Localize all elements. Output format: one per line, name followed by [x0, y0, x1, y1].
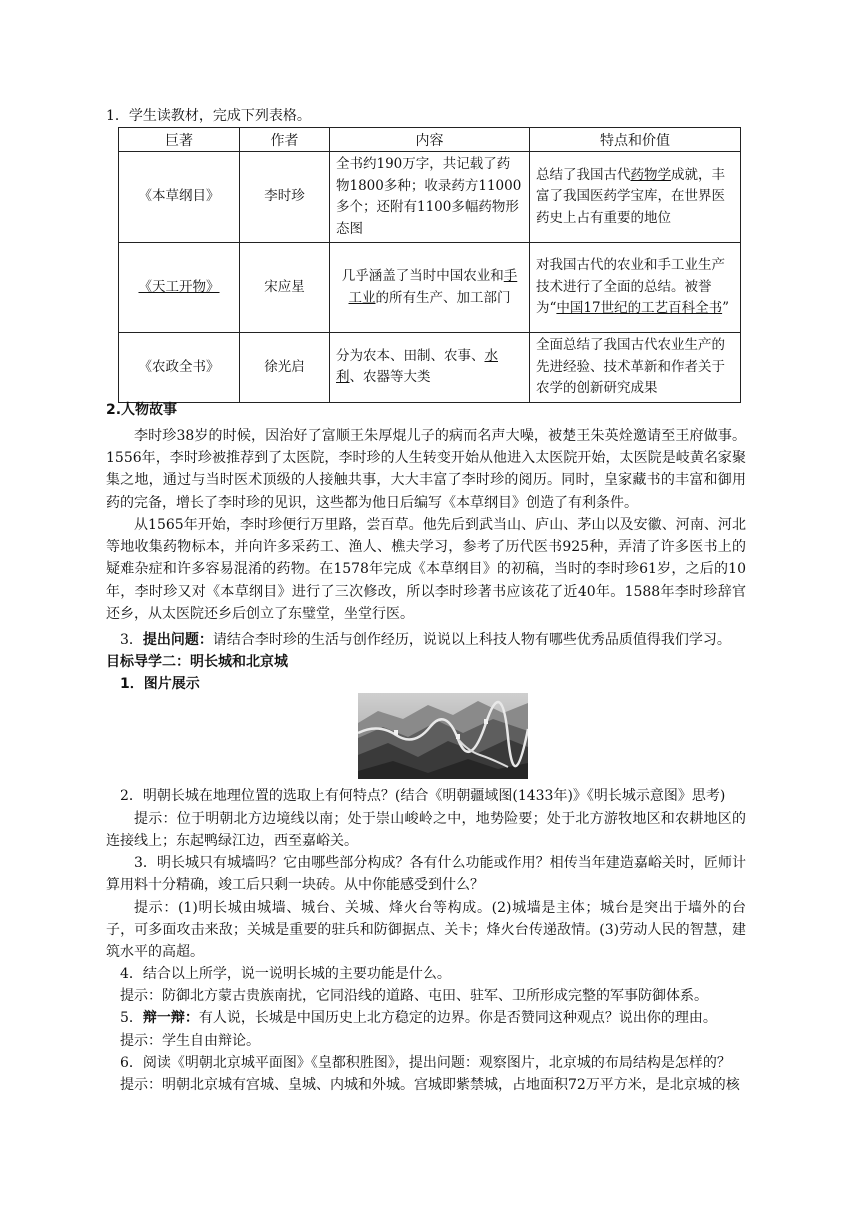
header-author: 作者 [240, 128, 330, 152]
question-2: 2．明朝长城在地理位置的选取上有何特点？(结合《明朝疆域图(1433年)》《明长城示意图》思考) [120, 788, 726, 804]
underlined-answer: 水利 [336, 347, 498, 386]
section-1-title: 1．学生读教材，完成下列表格。 [106, 108, 311, 124]
cell-book: 《本草纲目》 [119, 152, 240, 243]
cell-content: 几乎涵盖了当时中国农业和手工业的所有生产、加工部门 [330, 243, 530, 333]
table-header-row [119, 128, 741, 152]
answer-3: 提示：(1)明长城由城墙、城台、关城、烽火台等构成。(2)城墙是主体；城台是突出于墙外的台子，可多面攻击来敌；关城是重要的驻兵和防御据点、关卡；烽火台传递敌情。(3)劳动人民的智慧，建筑水平的高超。 [106, 900, 746, 961]
cell-content: 分为农本、田制、农事、水利、农器等大类 [330, 333, 530, 403]
underlined-answer: 中国17世纪的工艺百科全书 [556, 300, 723, 317]
answer-2: 提示：位于明朝北方边境线以南；处于崇山峻岭之中，地势险要；处于北方游牧地区和农耕地区的连接线上；东起鸭绿江边，西至嘉峪关。 [106, 811, 746, 850]
header-content: 内容 [330, 128, 530, 152]
header-book: 巨著 [119, 128, 240, 152]
section-2-title: 2.人物故事 [106, 402, 178, 418]
underlined-answer: 《天工开物》 [138, 278, 220, 295]
story-paragraph-2: 从1565年开始，李时珍便行万里路，尝百草。他先后到武当山、庐山、茅山以及安徽、河南、河北等地收集药物标本，并向许多采药工、渔人、樵夫学习，参考了历代医书925种，弄清了许多医书上的疑难杂症和许多容易混淆的药物。在1578年完成《本草纲目》的初稿，当时的李时珍61岁，之后的10年，李时珍又对《本草纲目》进行了三次修改，所以李时珍著书应该花了近40年。1588年李时珍辞官还乡，从太医院还乡后创立了东璧堂，坐堂行医。 [106, 517, 746, 622]
cell-value: 总结了我国古代药物学成就，丰富了我国医药学宝库，在世界医药史上占有重要的地位 [530, 152, 741, 243]
answer-6: 提示：明朝北京城有宫城、皇城、内城和外城。宫城即紫禁城，占地面积72万平方米，是北京城的核 [120, 1077, 740, 1093]
answer-4: 提示：防御北方蒙古贵族南扰，它同沿线的道路、屯田、驻军、卫所形成完整的军事防御体系。 [120, 988, 708, 1004]
question-lead: 提出问题： [142, 632, 213, 648]
underlined-answer: 手工业 [348, 268, 518, 306]
question-6: 6．阅读《明朝北京城平面图》《皇都积胜图》，提出问题：观察图片，北京城的布局结构是怎样的？ [120, 1055, 731, 1071]
question-4: 4．结合以上所学，说一说明长城的主要功能是什么。 [120, 966, 451, 982]
header-value: 特点和价值 [530, 128, 741, 152]
pictures-title: 1．图片展示 [120, 676, 200, 692]
cell-content: 全书约190万字，共记载了药物1800多种；收录药方11000多个；还附有1100多幅药物形态图 [330, 152, 530, 243]
table-row [119, 333, 741, 403]
cell-value: 全面总结了我国古代农业生产的先进经验、技术革新和作者关于农学的创新研究成果 [530, 333, 741, 403]
cell-author: 宋应星 [240, 243, 330, 333]
question-5: 5．辩一辩：有人说，长城是中国历史上北方稳定的边界。你是否赞同这种观点？说出你的理由。 [120, 1010, 717, 1026]
section-3-question: 3．提出问题：请结合李时珍的生活与创作经历，说说以上科技人物有哪些优秀品质值得我们学习。 [120, 632, 731, 648]
answer-5: 提示：学生自由辩论。 [120, 1033, 260, 1049]
question-3: 3．明长城只有城墙吗？它由哪些部分构成？各有什么功能或作用？相传当年建造嘉峪关时，匠师计算用料十分精确，竣工后只剩一块砖。从中你能感受到什么？ [106, 855, 746, 894]
great-wall-photo [358, 693, 528, 779]
cell-book [119, 243, 240, 333]
cell-book: 《农政全书》 [119, 333, 240, 403]
masterpieces-table [118, 127, 741, 403]
cell-author: 徐光启 [240, 333, 330, 403]
table-row [119, 243, 741, 333]
cell-author: 李时珍 [240, 152, 330, 243]
underlined-answer: 药物学 [630, 166, 671, 183]
table-row [119, 152, 741, 243]
question-lead: 辩一辩： [142, 1010, 199, 1026]
goal-2-heading: 目标导学二：明长城和北京城 [106, 654, 288, 670]
story-paragraph-1: 李时珍38岁的时候，因治好了富顺王朱厚焜儿子的病而名声大噪，被楚王朱英烇邀请至王府做事。1556年，李时珍被推荐到了太医院，李时珍的人生转变开始从他进入太医院开始，太医院是岐黄名家聚集之地，通过与当时医术顶级的人接触共事，大大丰富了李时珍的阅历。同时，皇家藏书的丰富和御用药的完备，增长了李时珍的见识，这些都为他日后编写《本草纲目》创造了有利条件。 [106, 428, 746, 511]
cell-value: 对我国古代的农业和手工业生产技术进行了全面的总结。被誉为“中国17世纪的工艺百科全书” [530, 243, 741, 333]
